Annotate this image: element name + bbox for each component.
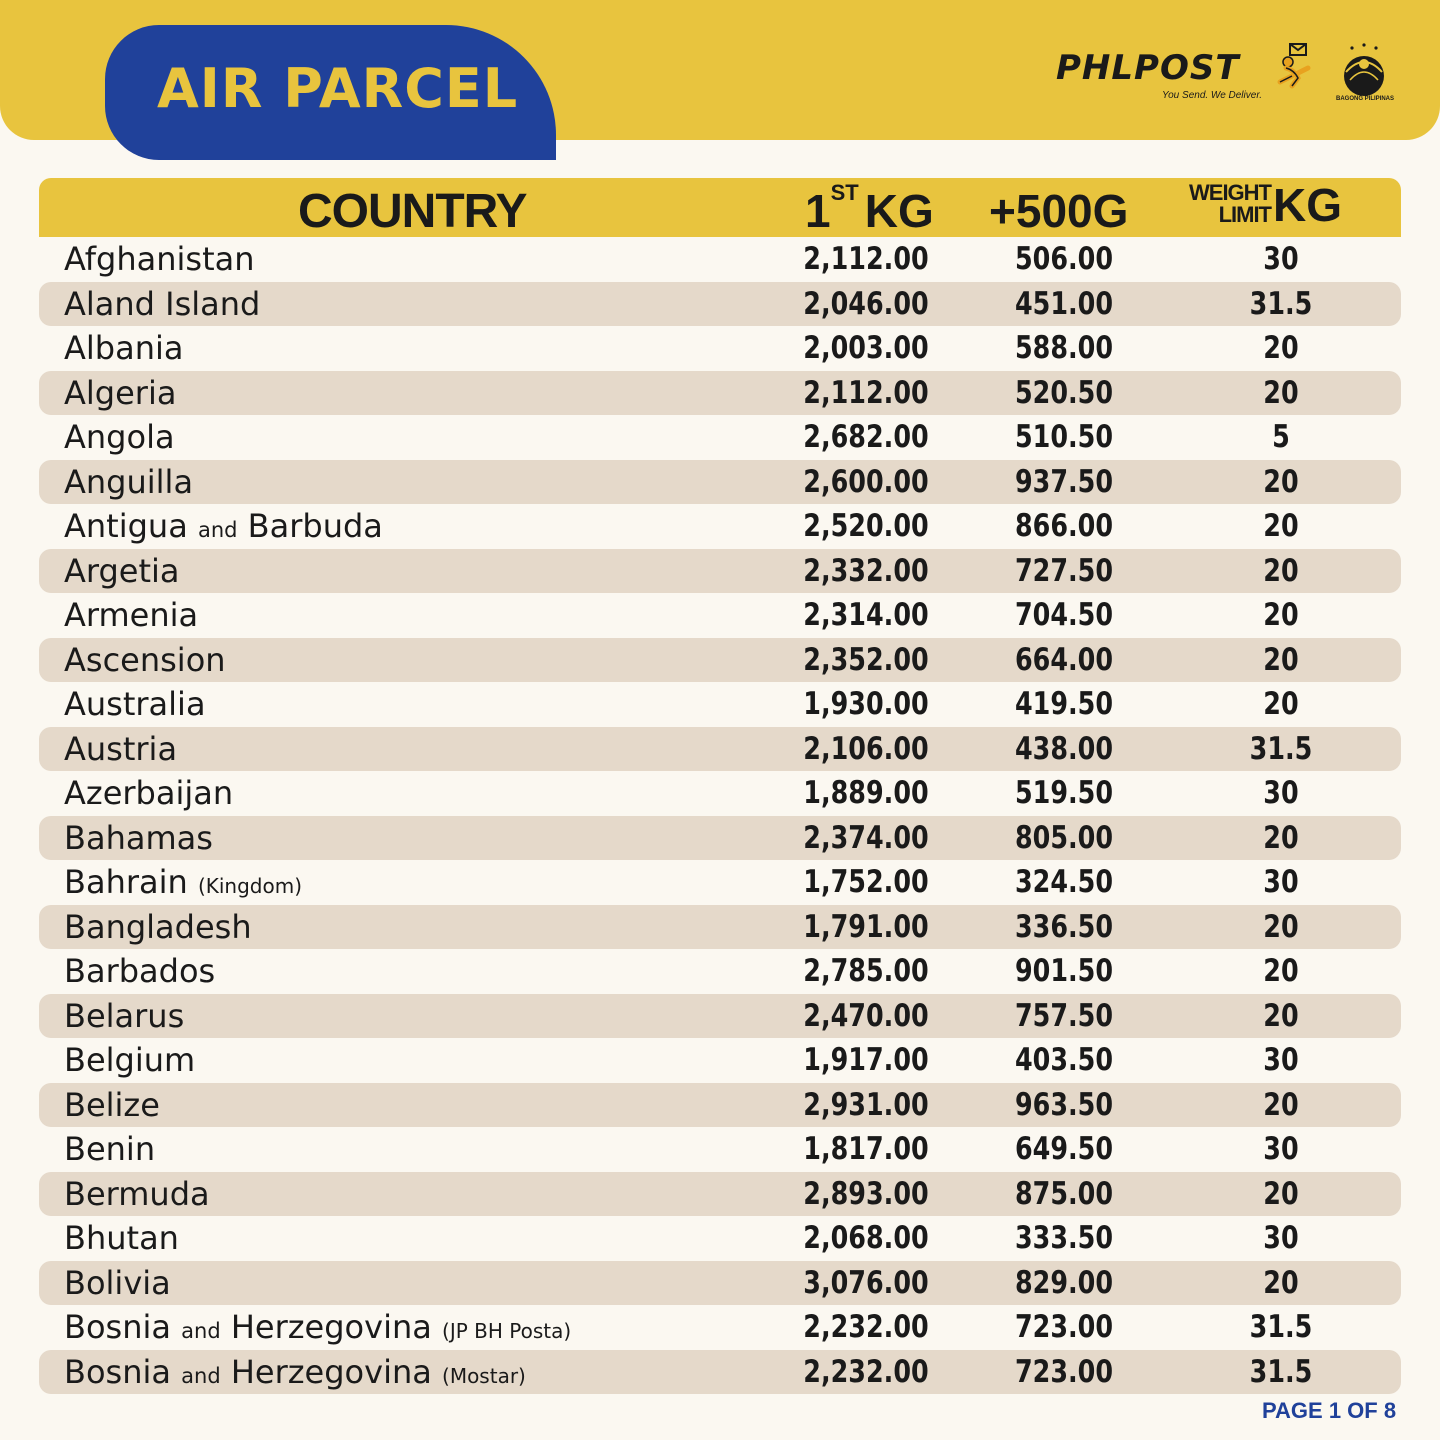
additional-500g-rate: 829.00: [1014, 1264, 1114, 1301]
country-name-second: Herzegovina: [230, 1308, 432, 1346]
country-cell: [64, 593, 198, 638]
table-row: [39, 237, 1401, 282]
country-cell: [64, 460, 193, 505]
table-row: [39, 771, 1401, 816]
country-cell: [64, 282, 260, 327]
first-kg-rate: 2,520.00: [803, 508, 929, 544]
weight-limit-kg: 30: [1263, 1131, 1299, 1167]
table-row: [39, 460, 1401, 505]
table-header: [39, 178, 1401, 237]
weight-limit-kg: 31.5: [1249, 1353, 1313, 1390]
country-cell: [64, 1172, 210, 1217]
first-kg-rate: 1,752.00: [803, 864, 929, 900]
country-name: Argetia: [64, 551, 180, 590]
first-kg-rate: 1,817.00: [803, 1131, 929, 1167]
table-row: [39, 593, 1401, 638]
weight-limit-kg: 31.5: [1249, 730, 1313, 767]
first-kg-rate: 2,314.00: [803, 597, 929, 633]
country-name: Aland Island: [64, 284, 261, 323]
rate-table-body: [39, 237, 1401, 1394]
additional-500g-rate: 649.50: [1014, 1131, 1114, 1167]
page-indicator: PAGE 1 OF 8: [1262, 1398, 1397, 1423]
table-row: [39, 1083, 1401, 1128]
table-row: [39, 727, 1401, 772]
first-kg-rate: 2,682.00: [803, 419, 929, 455]
weight-limit-kg: 20: [1263, 997, 1299, 1034]
additional-500g-rate: 520.50: [1014, 374, 1114, 411]
first-kg-rate: 2,232.00: [803, 1353, 929, 1390]
country-name: Belgium: [64, 1041, 196, 1079]
weight-limit-kg: 20: [1263, 819, 1299, 856]
country-name: Albania: [64, 329, 184, 367]
country-cell: [64, 504, 383, 549]
additional-500g-rate: 419.50: [1014, 686, 1114, 722]
country-name: Austria: [64, 729, 178, 768]
weight-limit-kg: 20: [1263, 908, 1299, 945]
mail-runner-icon: [1272, 42, 1316, 94]
additional-500g-rate: 510.50: [1014, 419, 1114, 455]
table-row: [39, 949, 1401, 994]
country-cell: [64, 682, 206, 727]
country-name: Australia: [64, 685, 206, 723]
table-row: [39, 638, 1401, 683]
country-cell: [64, 326, 183, 371]
country-cell: [64, 1083, 160, 1128]
weight-limit-kg: 20: [1263, 1264, 1299, 1301]
additional-500g-rate: 403.50: [1014, 1042, 1114, 1078]
first-kg-rate: 2,470.00: [803, 997, 929, 1034]
header-limit-top: WEIGHT: [1189, 180, 1271, 205]
country-name: Azerbaijan: [64, 774, 234, 812]
additional-500g-rate: 875.00: [1014, 1175, 1114, 1212]
table-row: [39, 1261, 1401, 1306]
table-row: [39, 371, 1401, 416]
additional-500g-rate: 664.00: [1014, 641, 1114, 678]
first-kg-rate: 2,068.00: [803, 1220, 929, 1256]
table-row: [39, 549, 1401, 594]
country-cell: [64, 816, 213, 861]
brand-logo: [1050, 38, 1410, 108]
weight-limit-kg: 20: [1263, 1175, 1299, 1212]
weight-limit-kg: 31.5: [1249, 285, 1313, 322]
first-kg-rate: 2,112.00: [803, 374, 929, 411]
weight-limit-kg: 20: [1263, 641, 1299, 678]
table-row: [39, 1350, 1401, 1395]
table-row: [39, 905, 1401, 950]
country-name-second: Herzegovina: [230, 1352, 432, 1391]
country-cell: [64, 949, 215, 994]
country-cell: [64, 905, 252, 950]
country-name: Bermuda: [64, 1174, 210, 1213]
country-name: Algeria: [64, 373, 177, 412]
country-conjunction: and: [181, 1319, 221, 1343]
country-cell: [64, 415, 175, 460]
table-row: [39, 1038, 1401, 1083]
seal-caption: BAGONG PILIPINAS: [1335, 96, 1394, 102]
country-cell: [64, 771, 233, 816]
country-name: Antigua: [64, 507, 188, 545]
country-name: Bolivia: [64, 1263, 171, 1302]
additional-500g-rate: 519.50: [1014, 775, 1114, 811]
table-row: [39, 1172, 1401, 1217]
first-kg-rate: 3,076.00: [803, 1264, 929, 1301]
additional-500g-rate: 336.50: [1014, 908, 1114, 945]
weight-limit-kg: 30: [1263, 864, 1299, 900]
country-name-second: Barbuda: [247, 507, 383, 545]
table-row: [39, 1305, 1401, 1350]
first-kg-rate: 2,232.00: [803, 1309, 929, 1345]
header-first-kg-superscript: ST: [830, 180, 859, 205]
first-kg-rate: 1,889.00: [803, 775, 929, 811]
country-cell: [64, 371, 176, 416]
weight-limit-kg: 31.5: [1249, 1309, 1313, 1345]
first-kg-rate: 2,352.00: [803, 641, 929, 678]
table-row: [39, 282, 1401, 327]
weight-limit-kg: 20: [1263, 552, 1299, 589]
additional-500g-rate: 727.50: [1014, 552, 1114, 589]
country-conjunction: and: [181, 1363, 221, 1388]
country-cell: [64, 638, 226, 683]
first-kg-rate: 2,600.00: [803, 463, 929, 500]
country-cell: [64, 1038, 195, 1083]
country-cell: [64, 237, 255, 282]
table-row: [39, 994, 1401, 1039]
table-row: [39, 326, 1401, 371]
weight-limit-kg: 30: [1263, 1220, 1299, 1256]
first-kg-rate: 2,003.00: [803, 330, 929, 366]
table-row: [39, 1127, 1401, 1172]
country-name: Bosnia: [64, 1308, 171, 1346]
first-kg-rate: 1,791.00: [803, 908, 929, 945]
table-row: [39, 504, 1401, 549]
first-kg-rate: 2,106.00: [803, 730, 929, 767]
additional-500g-rate: 805.00: [1014, 819, 1114, 856]
country-cell: [64, 1305, 571, 1350]
country-note: (JP BH Posta): [442, 1319, 572, 1343]
country-cell: [64, 860, 302, 905]
country-name: Belize: [64, 1085, 160, 1124]
country-name: Bahamas: [64, 818, 213, 857]
additional-500g-rate: 937.50: [1014, 463, 1114, 500]
first-kg-rate: 2,893.00: [803, 1175, 929, 1212]
additional-500g-rate: 901.50: [1014, 953, 1114, 989]
weight-limit-kg: 20: [1263, 1086, 1299, 1123]
brand-name: PHLPOST: [1056, 48, 1240, 88]
additional-500g-rate: 866.00: [1014, 508, 1114, 544]
additional-500g-rate: 506.00: [1014, 241, 1114, 277]
additional-500g-rate: 757.50: [1014, 997, 1114, 1034]
country-cell: [64, 549, 180, 594]
table-row: [39, 816, 1401, 861]
weight-limit-kg: 20: [1263, 597, 1299, 633]
country-name: Afghanistan: [64, 240, 255, 278]
header-first-kg-number: 1: [805, 185, 831, 237]
brand-tagline: You Send. We Deliver.: [1162, 90, 1263, 101]
additional-500g-rate: 723.00: [1014, 1309, 1114, 1345]
header-limit-unit: KG: [1273, 179, 1342, 231]
country-name: Bahrain: [64, 863, 188, 901]
country-cell: [64, 727, 177, 772]
country-conjunction: and: [197, 518, 238, 542]
country-name: Barbados: [64, 952, 216, 990]
country-cell: [64, 1127, 155, 1172]
additional-500g-rate: 963.50: [1014, 1086, 1114, 1123]
table-row: [39, 1216, 1401, 1261]
title-tab: [105, 25, 556, 160]
first-kg-rate: 2,332.00: [803, 552, 929, 589]
page-title: AIR PARCEL: [157, 57, 519, 120]
country-name: Bhutan: [64, 1219, 179, 1257]
first-kg-rate: 2,374.00: [803, 819, 929, 856]
additional-500g-rate: 324.50: [1014, 864, 1114, 900]
additional-500g-rate: 333.50: [1014, 1220, 1114, 1256]
country-note: (Kingdom): [197, 874, 303, 898]
country-note: (Mostar): [442, 1363, 526, 1388]
weight-limit-kg: 20: [1263, 686, 1299, 722]
country-cell: [64, 1216, 179, 1261]
country-name: Ascension: [64, 640, 226, 679]
header-first-kg-unit: KG: [864, 185, 934, 237]
table-row: [39, 860, 1401, 905]
country-cell: [64, 1350, 526, 1395]
bagong-pilipinas-seal-icon: [1334, 42, 1394, 98]
country-name: Benin: [64, 1130, 156, 1168]
header-weight-limit: [1189, 179, 1342, 231]
first-kg-rate: 1,917.00: [803, 1042, 929, 1078]
additional-500g-rate: 588.00: [1014, 330, 1114, 366]
weight-limit-kg: 20: [1263, 508, 1299, 544]
weight-limit-kg: 20: [1263, 463, 1299, 500]
header-country: COUNTRY: [298, 185, 527, 238]
first-kg-rate: 2,931.00: [803, 1086, 929, 1123]
additional-500g-rate: 723.00: [1014, 1353, 1114, 1390]
weight-limit-kg: 30: [1263, 1042, 1299, 1078]
country-name: Angola: [64, 418, 175, 456]
additional-500g-rate: 451.00: [1014, 285, 1114, 322]
table-row: [39, 682, 1401, 727]
country-cell: [64, 1261, 171, 1306]
weight-limit-kg: 30: [1263, 775, 1299, 811]
country-name: Belarus: [64, 996, 185, 1035]
first-kg-rate: 2,046.00: [803, 285, 929, 322]
header-limit-bottom: LIMIT: [1218, 202, 1271, 227]
first-kg-rate: 2,112.00: [803, 241, 929, 277]
additional-500g-rate: 438.00: [1014, 730, 1114, 767]
weight-limit-kg: 20: [1263, 330, 1299, 366]
country-name: Armenia: [64, 596, 199, 634]
first-kg-rate: 1,930.00: [803, 686, 929, 722]
weight-limit-kg: 5: [1272, 419, 1290, 455]
country-name: Bangladesh: [64, 907, 252, 946]
additional-500g-rate: 704.50: [1014, 597, 1114, 633]
country-name: Bosnia: [64, 1352, 171, 1391]
table-row: [39, 415, 1401, 460]
weight-limit-kg: 20: [1263, 953, 1299, 989]
header-additional-500g: +500G: [989, 185, 1129, 237]
weight-limit-kg: 20: [1263, 374, 1299, 411]
country-cell: [64, 994, 184, 1039]
country-name: Anguilla: [64, 462, 194, 501]
header-first-kg: [805, 180, 934, 238]
header-weight-limit-label: [1189, 182, 1271, 226]
first-kg-rate: 2,785.00: [803, 953, 929, 989]
weight-limit-kg: 30: [1263, 241, 1299, 277]
